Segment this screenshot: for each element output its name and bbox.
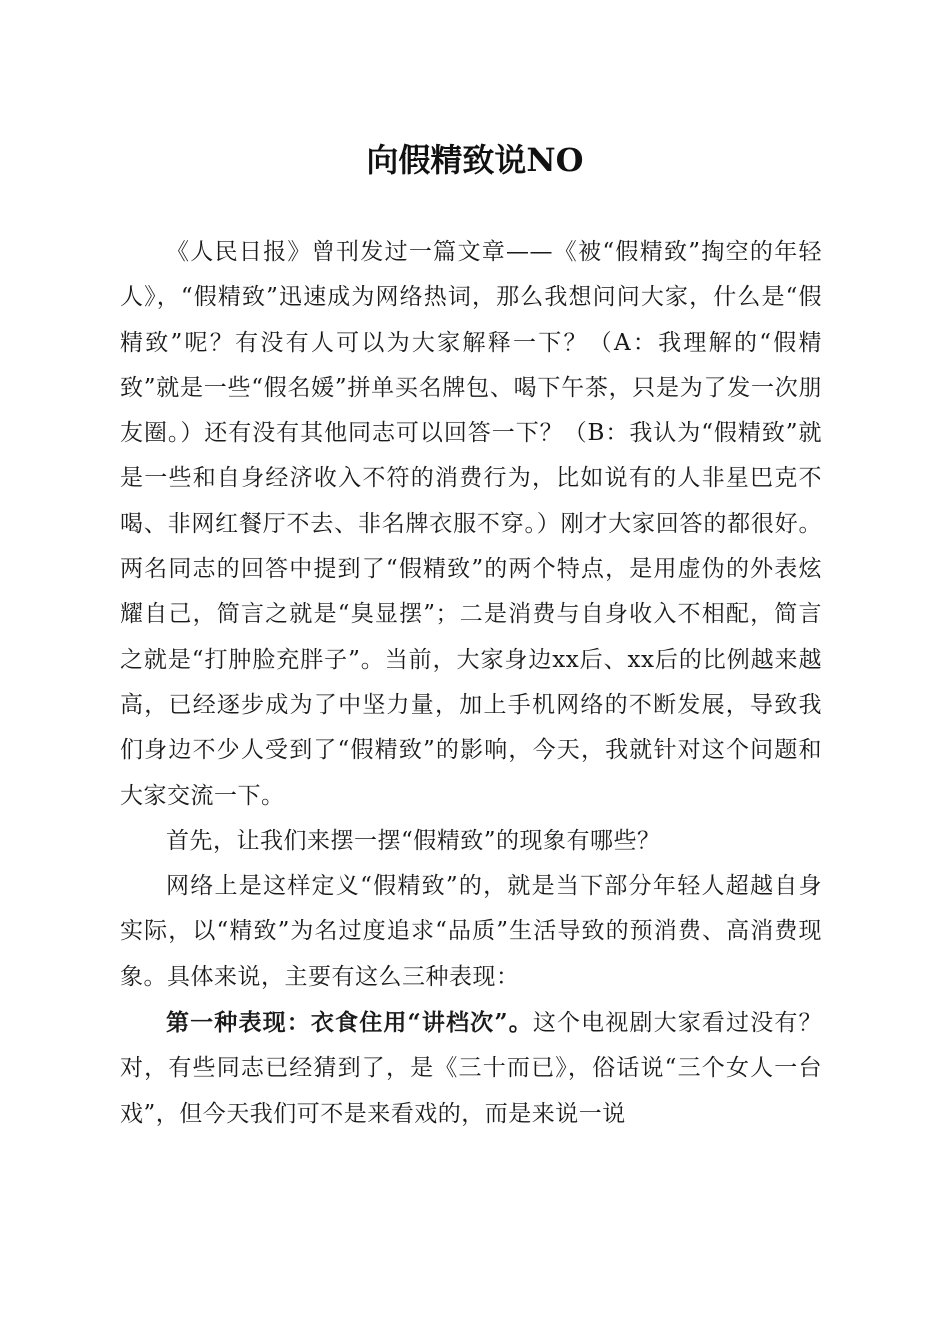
paragraph-4	[120, 1000, 822, 1137]
paragraph-4-text: 这个电视剧大家看过没有？对，有些同志已经猜到了，是《三十而已》，俗话说“三个女人一台戏”，但今天我们可不是来看戏的，而是来说一说	[120, 1010, 823, 1127]
paragraph-1	[120, 230, 822, 819]
paragraph-1-text: 《人民日报》曾刊发过一篇文章——《被“假精致”掏空的年轻人》，“假精致”迅速成为网络热词，那么我想问问大家，什么是“假精致”呢？有没有人可以为大家解释一下？（A：我理解的“假精致”就是一些“假名媛”拼单买名牌包、喝下午茶，只是为了发一次朋友圈。）还有没有其他同志可以回答一下？（B：我认为“假精致”就是一些和自身经济收入不符的消费行为，比如说有的人非星巴克不喝、非网红餐厅不去、非名牌衣服不穿。）刚才大家回答的都很好。两名同志的回答中提到了“假精致”的两个特点，是用虚伪的外表炫耀自己，简言之就是“臭显摆”；二是消费与自身收入不相配，简言之就是“打肿脸充胖子”。当前，大家身边xx后、xx后的比例越来越高，已经逐步成为了中坚力量，加上手机网络的不断发展，导致我们身边不少人受到了“假精致”的影响，今天，我就针对这个问题和大家交流一下。	[120, 239, 822, 809]
paragraph-3	[120, 864, 822, 1000]
paragraph-3-text: 网络上是这样定义“假精致”的，就是当下部分年轻人超越自身实际，以“精致”为名过度追求“品质”生活导致的预消费、高消费现象。具体来说，主要有这么三种表现：	[120, 873, 822, 990]
document-title: 向假精致说NO	[366, 141, 584, 179]
paragraph-2-text: 首先，让我们来摆一摆“假精致”的现象有哪些？	[166, 827, 661, 854]
paragraph-4-lead: 第一种表现：衣食住用“讲档次”。	[166, 1009, 533, 1037]
paragraph-2	[120, 819, 822, 864]
document-body	[120, 230, 822, 1137]
